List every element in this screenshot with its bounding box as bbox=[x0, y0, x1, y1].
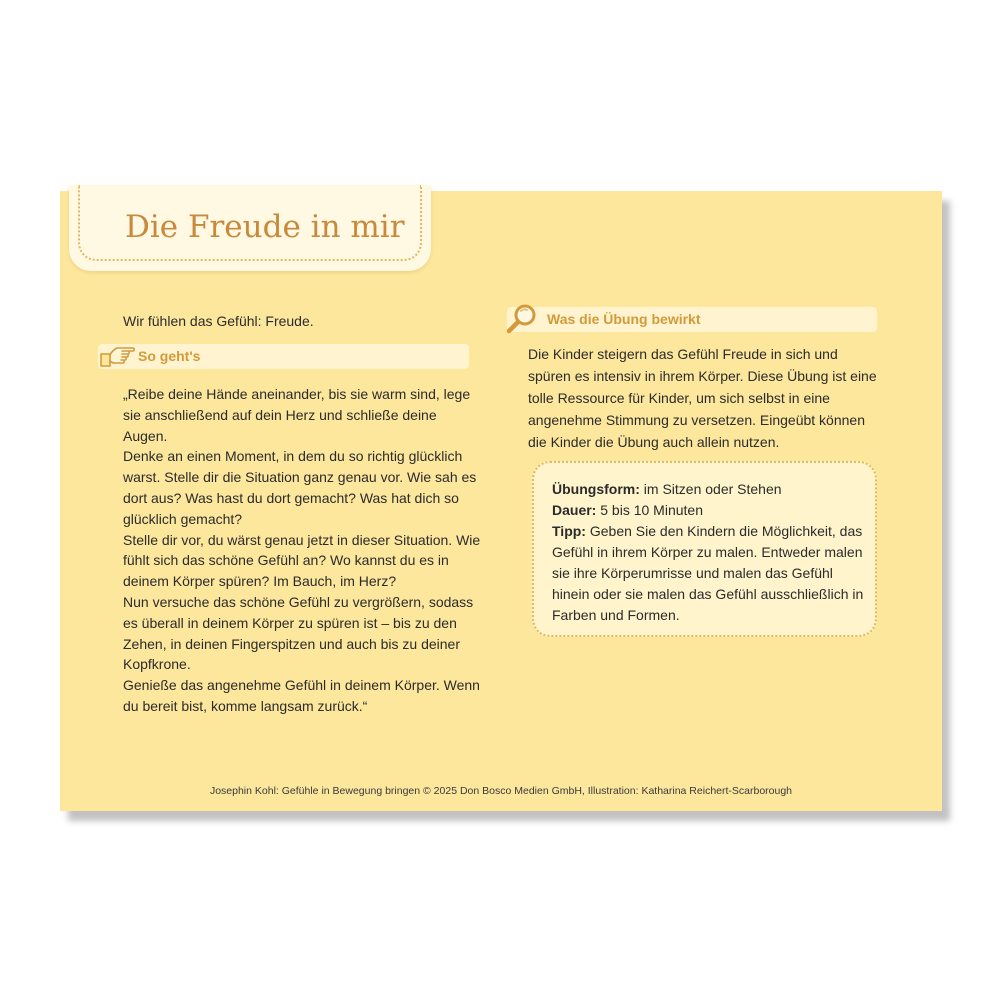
form-line bbox=[552, 479, 864, 500]
effect-heading: Was die Übung bewirkt bbox=[547, 311, 701, 327]
how-to-paragraph: Denke an einen Moment, in dem du so richtig glücklich warst. Stelle dir die Situation ganz genau vor. Wie sah es dort aus? Was hast du dort gemacht? Was hat dich so glücklich gemacht? bbox=[123, 448, 477, 527]
how-to-paragraph: Genieße das angenehme Gefühl in deinem Körper. Wenn du bereit bist, komme langsam zurück.“ bbox=[123, 677, 480, 714]
card-title: Die Freude in mir bbox=[125, 209, 405, 245]
effect-text: Die Kinder steigern das Gefühl Freude in sich und spüren es intensiv in ihrem Körper. Diese Übung ist eine tolle Ressource für Kinder, um sich selbst in eine angenehme Stimmung zu versetzen. Eingeübt können die Kinder die Übung auch allein nutzen. bbox=[528, 346, 877, 450]
duration-line bbox=[552, 500, 864, 521]
tip-line bbox=[552, 521, 864, 626]
duration-value: 5 bis 10 Minuten bbox=[596, 502, 703, 518]
how-to-paragraph: „Reibe deine Hände aneinander, bis sie warm sind, lege sie anschließend auf dein Herz und schließe deine Augen. bbox=[123, 386, 471, 444]
tip-value: Geben Sie den Kindern die Möglichkeit, das Gefühl in ihrem Körper zu malen. Entweder malen sie ihre Körperumrisse und malen das Gefühl hinein oder sie malen das Gefühl ausschließlich in Farben und Formen. bbox=[552, 523, 864, 623]
duration-label: Dauer: bbox=[552, 502, 597, 518]
copyright-footer: Josephin Kohl: Gefühle in Bewegung bringen © 2025 Don Bosco Medien GmbH, Illustration: Katharina Reichert-Scarborough bbox=[209, 785, 793, 797]
intro-text: Wir fühlen das Gefühl: Freude. bbox=[123, 313, 314, 329]
title-tab bbox=[69, 185, 431, 271]
how-to-heading: So geht's bbox=[138, 348, 201, 364]
form-value: im Sitzen oder Stehen bbox=[639, 481, 782, 497]
exercise-card bbox=[60, 191, 942, 811]
info-text bbox=[552, 479, 864, 626]
effect-heading-bar bbox=[507, 307, 877, 332]
how-to-heading-bar bbox=[98, 344, 469, 369]
how-to-text bbox=[123, 384, 483, 717]
form-label: Übungsform: bbox=[552, 481, 640, 497]
how-to-paragraph: Nun versuche das schöne Gefühl zu vergrößern, sodass es überall in deinem Körper zu spüren ist – bis zu den Zehen, in deinen Fingerspitzen und auch bis zu deiner Kopfkrone. bbox=[123, 593, 474, 673]
tip-label: Tipp: bbox=[552, 523, 586, 539]
pointing-hand-icon bbox=[98, 342, 136, 370]
magnifier-icon bbox=[505, 302, 539, 336]
info-box bbox=[532, 461, 877, 637]
how-to-paragraph: Stelle dir vor, du wärst genau jetzt in dieser Situation. Wie fühlt sich das schöne Gefühl an? Wo kannst du es in deinem Körper spüren? Im Bauch, im Herz? bbox=[123, 531, 481, 590]
